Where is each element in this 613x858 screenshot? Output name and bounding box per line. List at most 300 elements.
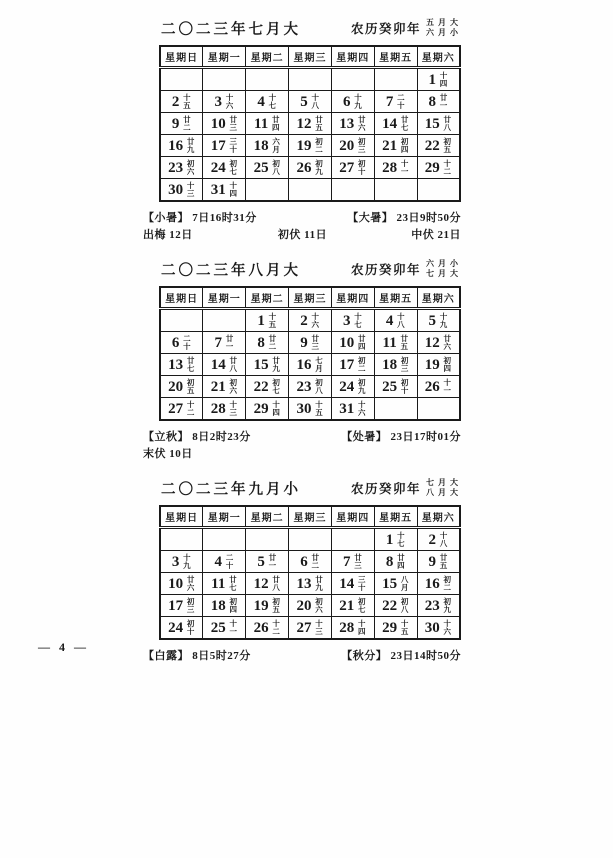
day-number: 25 — [210, 619, 226, 636]
lunar-day-label: 廿四 — [358, 334, 366, 351]
day-cell-content — [339, 620, 366, 636]
day-cell — [246, 135, 289, 157]
weekday-header: 星期三 — [289, 506, 332, 528]
day-number: 14 — [339, 575, 355, 592]
lunar-day-label: 初六 — [315, 597, 323, 614]
day-number: 8 — [257, 334, 265, 351]
day-number: 3 — [214, 93, 223, 110]
day-number: 10 — [339, 334, 355, 351]
week-row — [160, 354, 460, 376]
lunar-day-label: 廿四 — [271, 115, 280, 132]
lunar-day-label: 十五 — [183, 93, 191, 110]
day-number: 27 — [296, 619, 312, 636]
day-cell-content — [296, 620, 323, 636]
day-cell — [331, 551, 374, 573]
lunar-day-label: 十五 — [315, 400, 323, 417]
day-cell-content — [254, 357, 281, 373]
day-cell-content — [300, 554, 320, 570]
day-cell — [203, 376, 246, 398]
day-number: 30 — [296, 400, 312, 417]
day-number: 8 — [428, 93, 437, 110]
calendar-table — [159, 45, 461, 202]
day-number: 27 — [339, 159, 355, 176]
day-number: 2 — [300, 312, 308, 329]
solar-term-footer — [143, 209, 462, 243]
day-cell — [289, 573, 332, 595]
day-cell — [331, 573, 374, 595]
day-number: 30 — [424, 619, 440, 636]
empty-cell — [331, 68, 374, 91]
day-cell — [246, 551, 289, 573]
day-cell — [331, 135, 374, 157]
lunar-year-info — [351, 478, 462, 497]
day-number: 3 — [343, 312, 351, 329]
empty-cell — [417, 179, 460, 202]
day-cell-content — [386, 313, 406, 329]
day-cell-content — [296, 357, 323, 373]
lunar-day-label: 十九 — [439, 312, 448, 329]
lunar-year-label: 农历癸卯年 — [350, 263, 421, 277]
lunar-day-label: 三十 — [358, 575, 366, 592]
day-cell-content — [215, 94, 235, 110]
lunar-day-label: 初七 — [229, 159, 238, 176]
solar-term-text: 初伏 11日 — [277, 229, 328, 241]
solar-term-line — [143, 209, 462, 226]
day-cell-content — [339, 116, 366, 132]
day-cell — [246, 398, 289, 421]
lunar-day-label: 廿一 — [268, 553, 277, 570]
day-cell — [417, 595, 460, 617]
week-row — [160, 113, 460, 135]
lunar-day-label: 十三 — [229, 400, 238, 417]
day-number: 1 — [257, 312, 265, 329]
weekday-header: 星期三 — [289, 287, 332, 309]
day-cell — [289, 157, 332, 179]
day-cell — [289, 376, 332, 398]
day-cell-content — [300, 94, 320, 110]
lunar-month-sizes — [426, 18, 462, 37]
day-number: 26 — [253, 619, 269, 636]
day-number: 26 — [296, 159, 312, 176]
day-cell-content — [382, 116, 409, 132]
day-cell — [203, 354, 246, 376]
day-number: 23 — [296, 378, 312, 395]
lunar-month-2: 六月小 — [426, 28, 462, 37]
day-cell-content — [257, 335, 277, 351]
weekday-header: 星期四 — [331, 506, 374, 528]
lunar-day-label: 初八 — [400, 597, 409, 614]
day-number: 23 — [168, 159, 184, 176]
lunar-year-label: 农历癸卯年 — [350, 22, 421, 36]
weekday-header: 星期二 — [246, 506, 289, 528]
day-number: 5 — [428, 312, 437, 329]
day-number: 28 — [339, 619, 355, 636]
day-number: 29 — [382, 619, 398, 636]
day-number: 18 — [253, 137, 269, 154]
day-cell — [374, 113, 417, 135]
day-cell — [160, 398, 203, 421]
day-number: 13 — [296, 575, 312, 592]
day-cell — [417, 573, 460, 595]
lunar-day-label: 初九 — [358, 378, 366, 395]
day-number: 16 — [296, 356, 312, 373]
day-number: 11 — [382, 334, 397, 351]
solar-term-text: 中伏 21日 — [411, 229, 461, 241]
day-number: 15 — [253, 356, 269, 373]
day-cell — [417, 528, 460, 551]
day-cell-content — [383, 335, 409, 351]
lunar-day-label: 十六 — [443, 619, 452, 636]
empty-cell — [203, 528, 246, 551]
weekday-header-row — [160, 506, 460, 528]
lunar-month-sizes — [426, 478, 462, 497]
empty-cell — [374, 68, 417, 91]
day-cell — [203, 617, 246, 640]
lunar-day-label: 初十 — [186, 619, 195, 636]
month-section — [143, 257, 462, 462]
day-cell — [246, 595, 289, 617]
lunar-year-info — [351, 18, 462, 37]
day-number: 27 — [168, 400, 184, 417]
weekday-header: 星期四 — [331, 287, 374, 309]
lunar-month-1: 五月大 — [426, 18, 462, 28]
lunar-day-label: 廿二 — [311, 553, 319, 570]
empty-cell — [160, 528, 203, 551]
day-cell — [203, 595, 246, 617]
day-cell-content — [254, 160, 281, 176]
day-cell-content — [211, 116, 238, 132]
solar-term-text: 出梅 12日 — [143, 229, 193, 241]
day-cell — [203, 135, 246, 157]
day-cell-content — [429, 532, 449, 548]
day-number: 20 — [168, 378, 184, 395]
week-row — [160, 528, 460, 551]
weekday-header: 星期五 — [374, 506, 417, 528]
day-cell-content — [425, 357, 452, 373]
weekday-header: 星期日 — [160, 46, 203, 68]
lunar-day-label: 十八 — [397, 312, 405, 329]
day-number: 2 — [171, 93, 180, 110]
month-title: 二〇二三年九月小 — [161, 481, 301, 498]
solar-term-line — [143, 226, 462, 243]
day-cell-content — [254, 379, 281, 395]
lunar-day-label: 初二 — [358, 356, 366, 373]
weekday-header: 星期一 — [203, 506, 246, 528]
weekday-header: 星期五 — [374, 287, 417, 309]
day-cell — [246, 573, 289, 595]
day-cell — [160, 332, 203, 354]
empty-cell — [289, 68, 332, 91]
week-row — [160, 157, 460, 179]
lunar-day-label: 十七 — [397, 531, 405, 548]
day-cell-content — [172, 116, 192, 132]
day-cell-content — [296, 598, 323, 614]
day-cell-content — [168, 160, 195, 176]
day-cell-content — [211, 160, 238, 176]
lunar-day-label: 十二 — [272, 619, 280, 636]
empty-cell — [246, 179, 289, 202]
day-cell-content — [429, 94, 449, 110]
day-number: 25 — [382, 378, 398, 395]
lunar-day-label: 初五 — [186, 378, 195, 395]
day-cell — [289, 595, 332, 617]
day-cell-content — [296, 576, 323, 592]
day-number: 13 — [168, 356, 184, 373]
day-cell — [203, 157, 246, 179]
day-cell-content — [339, 598, 366, 614]
day-cell — [246, 376, 289, 398]
day-number: 31 — [339, 400, 355, 417]
day-cell — [160, 551, 203, 573]
day-cell-content — [339, 401, 366, 417]
day-number: 18 — [210, 597, 226, 614]
day-cell — [331, 309, 374, 332]
day-number: 16 — [168, 137, 184, 154]
day-cell — [374, 309, 417, 332]
lunar-day-label: 十二 — [443, 159, 452, 176]
day-cell — [374, 135, 417, 157]
day-number: 16 — [424, 575, 440, 592]
day-cell — [160, 595, 203, 617]
day-number: 23 — [424, 597, 440, 614]
day-number: 22 — [424, 137, 440, 154]
weekday-header: 星期一 — [203, 287, 246, 309]
day-cell — [203, 573, 246, 595]
day-cell — [417, 376, 460, 398]
day-number: 19 — [253, 597, 269, 614]
day-cell — [374, 617, 417, 640]
solar-term-text: 【立秋】 8日2时23分 — [143, 431, 251, 443]
solar-term-footer — [143, 428, 462, 462]
day-number: 22 — [382, 597, 398, 614]
day-number: 19 — [296, 137, 312, 154]
weekday-header: 星期六 — [417, 287, 460, 309]
lunar-day-label: 十三 — [186, 181, 195, 198]
day-cell — [246, 617, 289, 640]
day-number: 11 — [254, 115, 269, 132]
day-number: 1 — [428, 71, 437, 88]
lunar-day-label: 十五 — [268, 312, 277, 329]
day-cell — [289, 332, 332, 354]
day-cell-content — [300, 335, 320, 351]
day-number: 19 — [424, 356, 440, 373]
day-number: 9 — [428, 553, 437, 570]
week-row — [160, 68, 460, 91]
month-title-row — [143, 257, 462, 281]
day-cell — [203, 332, 246, 354]
lunar-day-label: 初九 — [443, 597, 452, 614]
lunar-day-label: 十九 — [354, 93, 362, 110]
day-number: 6 — [343, 93, 351, 110]
day-cell-content — [211, 182, 238, 198]
lunar-day-label: 初七 — [358, 597, 366, 614]
day-cell — [417, 551, 460, 573]
day-number: 28 — [210, 400, 226, 417]
lunar-day-label: 二十 — [183, 334, 191, 351]
day-number: 28 — [382, 159, 398, 176]
calendar-table — [159, 286, 461, 421]
day-cell — [203, 398, 246, 421]
lunar-day-label: 十四 — [229, 181, 238, 198]
lunar-day-label: 十一 — [400, 159, 409, 176]
day-cell-content — [254, 116, 280, 132]
day-cell-content — [339, 138, 366, 154]
day-cell — [374, 528, 417, 551]
day-cell — [331, 398, 374, 421]
day-cell — [374, 573, 417, 595]
day-cell — [417, 354, 460, 376]
lunar-day-label: 初五 — [272, 597, 280, 614]
lunar-day-label: 廿六 — [358, 115, 366, 132]
day-cell — [160, 376, 203, 398]
lunar-day-label: 廿二 — [268, 334, 277, 351]
lunar-day-label: 初二 — [443, 575, 452, 592]
day-cell — [289, 398, 332, 421]
day-cell-content — [257, 554, 277, 570]
lunar-year-label: 农历癸卯年 — [350, 482, 421, 496]
day-cell — [374, 354, 417, 376]
week-row — [160, 376, 460, 398]
day-cell — [331, 332, 374, 354]
day-number: 1 — [385, 531, 394, 548]
lunar-day-label: 廿九 — [186, 137, 195, 154]
weekday-header-row — [160, 46, 460, 68]
day-cell-content — [386, 532, 406, 548]
lunar-year-info — [351, 259, 462, 278]
day-cell — [246, 354, 289, 376]
day-cell — [289, 551, 332, 573]
day-cell — [331, 354, 374, 376]
calendar-content — [143, 16, 462, 676]
day-cell-content — [429, 554, 449, 570]
day-number: 26 — [424, 378, 440, 395]
lunar-day-label: 十九 — [183, 553, 191, 570]
day-cell — [417, 332, 460, 354]
day-number: 12 — [296, 115, 312, 132]
empty-cell — [203, 68, 246, 91]
lunar-day-label: 初八 — [272, 159, 280, 176]
lunar-day-label: 廿八 — [443, 115, 452, 132]
day-cell — [289, 617, 332, 640]
day-cell-content — [425, 160, 452, 176]
day-cell — [417, 157, 460, 179]
day-cell-content — [429, 313, 449, 329]
lunar-day-label: 初四 — [229, 597, 238, 614]
lunar-day-label: 初三 — [400, 356, 409, 373]
week-row — [160, 91, 460, 113]
week-row — [160, 179, 460, 202]
empty-cell — [160, 68, 203, 91]
day-number: 21 — [210, 378, 226, 395]
week-row — [160, 332, 460, 354]
day-cell-content — [382, 576, 409, 592]
day-cell — [374, 551, 417, 573]
day-cell — [246, 309, 289, 332]
day-number: 12 — [253, 575, 269, 592]
day-cell — [160, 617, 203, 640]
lunar-day-label: 廿二 — [183, 115, 191, 132]
day-cell-content — [257, 313, 277, 329]
day-cell — [331, 91, 374, 113]
lunar-day-label: 廿七 — [229, 575, 237, 592]
week-row — [160, 595, 460, 617]
lunar-day-label: 廿三 — [311, 334, 319, 351]
day-cell-content — [386, 94, 406, 110]
day-number: 6 — [300, 553, 308, 570]
day-cell — [203, 551, 246, 573]
day-number: 20 — [296, 597, 312, 614]
day-cell-content — [172, 554, 192, 570]
day-cell — [374, 91, 417, 113]
day-cell — [160, 157, 203, 179]
day-cell — [203, 113, 246, 135]
lunar-day-label: 十七 — [354, 312, 362, 329]
lunar-day-label: 初四 — [400, 137, 409, 154]
day-cell-content — [382, 138, 409, 154]
day-cell — [246, 332, 289, 354]
weekday-header: 星期三 — [289, 46, 332, 68]
day-cell — [246, 157, 289, 179]
lunar-day-label: 廿八 — [272, 575, 280, 592]
day-cell-content — [211, 620, 238, 636]
day-cell — [331, 617, 374, 640]
day-cell — [331, 595, 374, 617]
lunar-day-label: 七月 — [315, 356, 323, 373]
day-cell-content — [339, 357, 366, 373]
week-row — [160, 135, 460, 157]
day-number: 20 — [339, 137, 355, 154]
day-cell-content — [254, 598, 281, 614]
day-cell-content — [339, 160, 366, 176]
day-cell — [289, 91, 332, 113]
lunar-day-label: 廿六 — [443, 334, 452, 351]
day-cell-content — [296, 160, 323, 176]
day-cell — [374, 157, 417, 179]
day-cell — [331, 376, 374, 398]
day-number: 31 — [210, 181, 226, 198]
lunar-day-label: 十七 — [268, 93, 277, 110]
solar-term-text: 【处暑】 23日17时01分 — [341, 431, 461, 443]
lunar-day-label: 初六 — [186, 159, 195, 176]
lunar-day-label: 廿七 — [400, 115, 409, 132]
day-number: 7 — [214, 334, 223, 351]
lunar-day-label: 廿五 — [439, 553, 448, 570]
day-cell — [160, 113, 203, 135]
lunar-day-label: 初十 — [358, 159, 366, 176]
day-cell-content — [168, 620, 195, 636]
day-cell-content — [168, 138, 195, 154]
day-cell-content — [425, 576, 452, 592]
day-cell-content — [425, 116, 452, 132]
solar-term-text: 【秋分】 23日14时50分 — [341, 650, 461, 662]
empty-cell — [246, 528, 289, 551]
day-cell-content — [168, 182, 195, 198]
empty-cell — [160, 309, 203, 332]
day-number: 14 — [210, 356, 226, 373]
weekday-header: 星期日 — [160, 506, 203, 528]
lunar-day-label: 十一 — [229, 619, 238, 636]
day-cell-content — [168, 357, 195, 373]
day-cell-content — [429, 72, 449, 88]
day-cell-content — [425, 335, 452, 351]
lunar-day-label: 廿一 — [439, 93, 448, 110]
day-cell-content — [296, 138, 323, 154]
empty-cell — [374, 179, 417, 202]
lunar-day-label: 十五 — [400, 619, 409, 636]
solar-term-text: 【白露】 8日5时27分 — [143, 650, 251, 662]
empty-cell — [289, 528, 332, 551]
lunar-day-label: 初三 — [358, 137, 366, 154]
